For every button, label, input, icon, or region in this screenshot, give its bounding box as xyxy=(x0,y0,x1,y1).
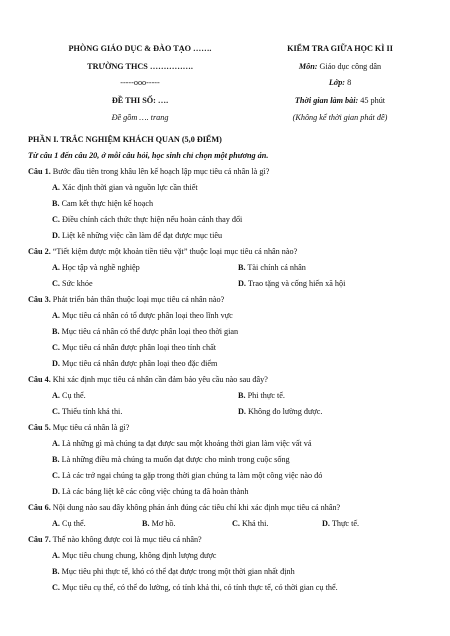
question-5 xyxy=(28,423,430,433)
option-5d: D. Là các bảng liệt kê các công việc chúng ta đã hoàn thành xyxy=(52,487,249,496)
option-7b: B. Mục tiêu phi thực tế, khó có thể đạt được trong một thời gian nhất định xyxy=(52,567,295,576)
option-4a: A. Cụ thể. xyxy=(52,391,86,400)
option-1b: B. Cam kết thực hiện kế hoạch xyxy=(52,199,154,208)
question-text: Bước đầu tiên trong khâu lên kế hoạch lập mục tiêu cá nhân là gì? xyxy=(52,167,270,176)
question-1 xyxy=(28,167,430,177)
question-text: Khi xác định mục tiêu cá nhân cần đảm bảo yêu cầu nào sau đây? xyxy=(52,375,268,384)
time-label: Thời gian làm bài: xyxy=(294,96,359,105)
subject-value: Giáo dục công dân xyxy=(319,62,382,71)
question-label: Câu 6. xyxy=(28,503,51,512)
grade-line xyxy=(240,78,440,88)
exam-code: ĐỀ THI SỐ: …. xyxy=(111,96,169,105)
question-text: Nội dung nào sau đây không phản ánh đúng các tiêu chí khi xác định mục tiêu cá nhân? xyxy=(52,503,341,512)
option-6a: A. Cụ thể. xyxy=(52,519,86,528)
time-value: 45 phút xyxy=(360,96,386,105)
option-2b: B. Tài chính cá nhân xyxy=(238,263,306,272)
part1-instruction: Từ câu 1 đến câu 20, ở mỗi câu hỏi, học sinh chỉ chọn một phương án. xyxy=(28,151,269,160)
part1-title: PHẦN I. TRẮC NGHIỆM KHÁCH QUAN (5,0 ĐIỂM) xyxy=(28,135,222,144)
question-label: Câu 3. xyxy=(28,295,51,304)
option-1a: A. Xác định thời gian và nguồn lực cần thiết xyxy=(52,183,198,192)
option-6c: C. Khả thi. xyxy=(232,519,269,528)
question-3 xyxy=(28,295,430,305)
question-label: Câu 1. xyxy=(28,167,51,176)
grade-label: Lớp: xyxy=(328,78,346,87)
option-1c: C. Điều chỉnh cách thức thực hiện nếu hoàn cảnh thay đổi xyxy=(52,215,243,224)
option-7a: A. Mục tiêu chung chung, không định lượng được xyxy=(52,551,217,560)
question-text: Phát triển bản thân thuộc loại mục tiêu cá nhân nào? xyxy=(52,295,225,304)
option-7c: C. Mục tiêu cụ thể, có thể đo lường, có tính khả thi, có tính thực tế, có thời gian cụ thể. xyxy=(52,583,338,592)
option-2a: A. Học tập và nghề nghiệp xyxy=(52,263,140,272)
option-6b: B. Mơ hồ. xyxy=(142,519,176,528)
exam-title: KIỂM TRA GIỮA HỌC KÌ II xyxy=(287,44,393,53)
option-5a: A. Là những gì mà chúng ta đạt được sau một khoảng thời gian làm việc vất vả xyxy=(52,439,312,448)
option-4d: D. Không đo lường được. xyxy=(238,407,323,416)
time-note: (Không kể thời gian phát đề) xyxy=(292,113,388,122)
question-label: Câu 7. xyxy=(28,535,51,544)
grade-value: 8 xyxy=(347,78,352,87)
option-5b: B. Là những điều mà chúng ta muốn đạt được cho mình trong cuộc sống xyxy=(52,455,290,464)
time-line xyxy=(240,96,440,106)
page-count: Đề gồm …. trang xyxy=(111,113,169,122)
option-3d: D. Mục tiêu cá nhân được phân loại theo đặc điểm xyxy=(52,359,218,368)
option-1d: D. Liệt kê những việc cần làm để đạt được mục tiêu xyxy=(52,231,223,240)
question-label: Câu 5. xyxy=(28,423,51,432)
subject-line xyxy=(240,62,440,72)
question-label: Câu 4. xyxy=(28,375,51,384)
option-5c: C. Là các trở ngại chúng ta gặp trong thời gian chúng ta làm một công việc nào đó xyxy=(52,471,323,480)
option-3c: C. Mục tiêu cá nhân được phân loại theo tính chất xyxy=(52,343,217,352)
department-name: PHÒNG GIÁO DỤC & ĐÀO TẠO ……. xyxy=(68,44,212,53)
question-4 xyxy=(28,375,430,385)
question-text: Mục tiêu cá nhân là gì? xyxy=(52,423,130,432)
school-name: TRƯỜNG THCS ……………. xyxy=(87,62,193,71)
option-4c: C. Thiếu tính khả thi. xyxy=(52,407,123,416)
header-divider: -----ooo----- xyxy=(120,78,160,87)
question-6 xyxy=(28,503,430,513)
question-text: “Tiết kiệm được một khoản tiền tiêu vặt” thuộc loại mục tiêu cá nhân nào? xyxy=(52,247,298,256)
subject-label: Môn: xyxy=(298,62,318,71)
option-6d: D. Thực tế. xyxy=(322,519,360,528)
option-3b: B. Mục tiêu cá nhân có thể được phân loại theo thời gian xyxy=(52,327,239,336)
option-4b: B. Phi thực tế. xyxy=(238,391,285,400)
option-3a: A. Mục tiêu cá nhân có tổ được phân loại theo lĩnh vực xyxy=(52,311,233,320)
question-2 xyxy=(28,247,430,257)
option-2c: C. Sức khỏe xyxy=(52,279,93,288)
question-7 xyxy=(28,535,430,545)
option-2d: D. Trao tặng và cống hiến xã hội xyxy=(238,279,346,288)
question-label: Câu 2. xyxy=(28,247,51,256)
question-text: Thế nào không được coi là mục tiêu cá nhân? xyxy=(52,535,202,544)
